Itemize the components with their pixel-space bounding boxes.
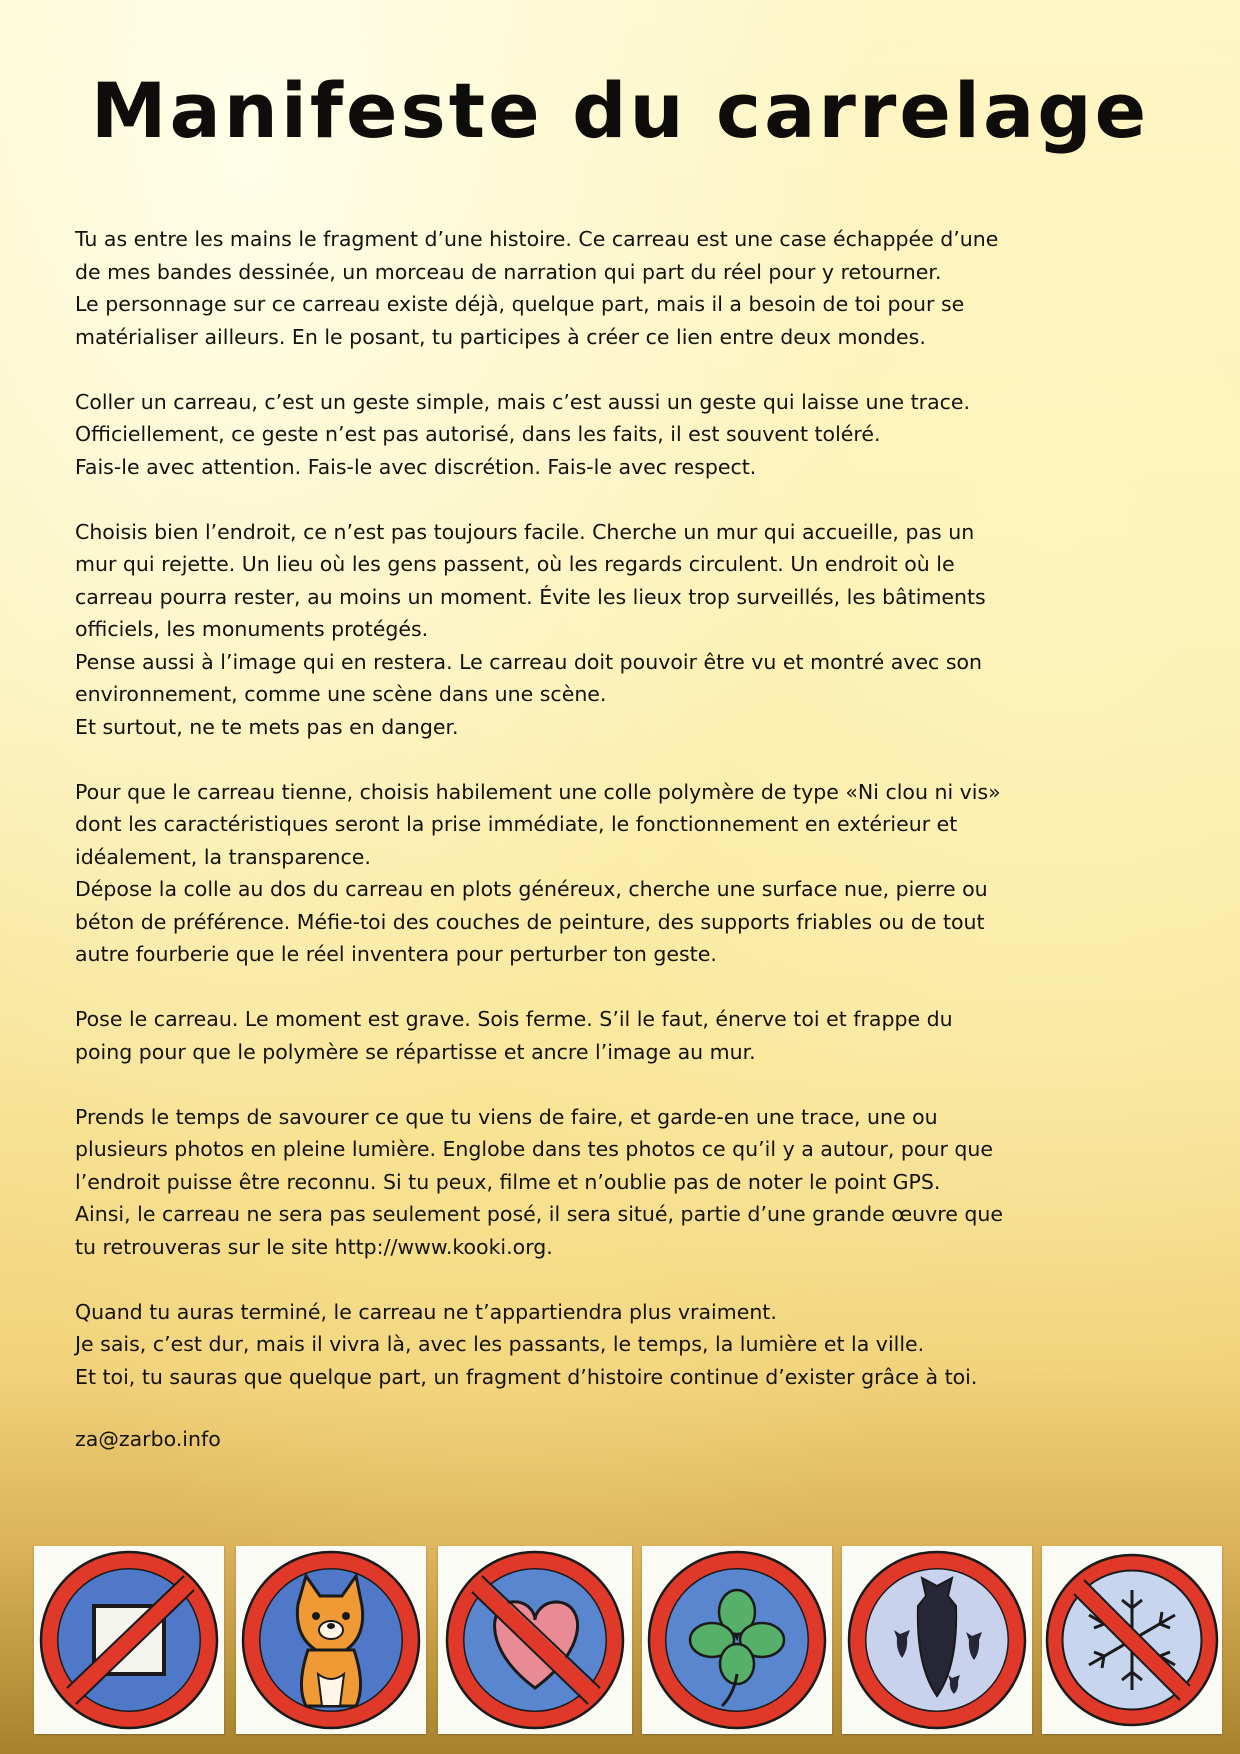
text-line: environnement, comme une scène dans une scène. (75, 682, 607, 706)
text-line: l’endroit puisse être reconnu. Si tu peux, filme et n’oublie pas de noter le point GPS. (75, 1169, 941, 1194)
text-line: Coller un carreau, c’est un geste simple, mais c’est aussi un geste qui laisse une trace. (75, 389, 971, 414)
text-line: Choisis bien l’endroit, ce n’est pas toujours facile. Cherche un mur qui accueille, pas un (75, 519, 975, 544)
manifesto-paragraph (75, 1003, 1175, 1068)
text-line: Pour que le carreau tienne, choisis habilement une colle polymère de type «Ni clou ni vis» (75, 779, 1001, 804)
manifesto-paragraph (75, 776, 1175, 971)
text-line: Et toi, tu sauras que quelque part, un fragment d’histoire continue d’exister grâce à toi. (75, 1364, 978, 1389)
clover-icon (642, 1546, 832, 1734)
manifesto-paragraph (75, 516, 1175, 744)
tile-bombs (842, 1546, 1032, 1734)
contact-email: za@zarbo.info (75, 1427, 221, 1451)
tile-snowflake-prohibited (1042, 1546, 1222, 1734)
tile-clover (642, 1546, 832, 1734)
text-line: Pose le carreau. Le moment est grave. Sois ferme. S’il le faut, énerve toi et frappe du (75, 1007, 953, 1031)
text-line: Fais-le avec attention. Fais-le avec discrétion. Fais-le avec respect. (75, 454, 757, 479)
text-line: dont les caractéristiques seront la prise immédiate, le fonctionnement en extérieur et (75, 812, 958, 836)
text-line: de mes bandes dessinée, un morceau de narration qui part du réel pour y retourner. (75, 259, 942, 284)
manifesto-paragraph (75, 1296, 1175, 1394)
manifesto-paragraph (75, 1101, 1175, 1264)
text-line: Officiellement, ce geste n’est pas autorisé, dans les faits, il est souvent toléré. (75, 422, 881, 446)
tile-strip (0, 1540, 1240, 1740)
bombs-icon (842, 1546, 1032, 1734)
text-line: idéalement, la transparence. (75, 844, 371, 869)
text-line: matérialiser ailleurs. En le posant, tu participes à créer ce lien entre deux mondes. (75, 324, 926, 349)
text-line: tu retrouveras sur le site http://www.kooki.org. (75, 1234, 553, 1259)
text-line: autre fourberie que le réel inventera pour perturber ton geste. (75, 942, 717, 966)
text-line: Ainsi, le carreau ne sera pas seulement posé, il sera situé, partie d’une grande œuvre que (75, 1202, 1004, 1226)
square-prohibited-icon (34, 1546, 224, 1734)
text-line: carreau pourra rester, au moins un moment. Évite les lieux trop surveillés, les bâtiments (75, 584, 986, 609)
text-line: Dépose la colle au dos du carreau en plots généreux, cherche une surface nue, pierre ou (75, 877, 988, 901)
text-line: Je sais, c’est dur, mais il vivra là, avec les passants, le temps, la lumière et la ville. (75, 1332, 925, 1356)
tile-square-prohibited (34, 1546, 224, 1734)
text-line: poing pour que le polymère se répartisse et ancre l’image au mur. (75, 1039, 756, 1064)
snowflake-prohibited-icon (1042, 1546, 1222, 1734)
manifesto-paragraph (75, 223, 1175, 353)
text-line: Quand tu auras terminé, le carreau ne t’appartiendra plus vraiment. (75, 1299, 777, 1324)
manifesto-paragraph (75, 386, 1175, 484)
text-line: Pense aussi à l’image qui en restera. Le carreau doit pouvoir être vu et montré avec son (75, 649, 983, 674)
text-line: plusieurs photos en pleine lumière. Englobe dans tes photos ce qu’il y a autour, pour que (75, 1137, 994, 1161)
text-line: Le personnage sur ce carreau existe déjà, quelque part, mais il a besoin de toi pour se (75, 292, 965, 316)
text-line: Tu as entre les mains le fragment d’une histoire. Ce carreau est une case échappée d’une (75, 227, 999, 251)
heart-prohibited-icon (438, 1546, 632, 1734)
text-line: béton de préférence. Méfie-toi des couches de peinture, des supports friables ou de tout (75, 909, 985, 934)
text-line: Et surtout, ne te mets pas en danger. (75, 714, 459, 739)
text-line: Prends le temps de savourer ce que tu viens de faire, et garde-en une trace, une ou (75, 1104, 938, 1129)
tile-heart-prohibited (438, 1546, 632, 1734)
text-line: mur qui rejette. Un lieu où les gens passent, où les regards circulent. Un endroit où le (75, 552, 955, 576)
page-title: Manifeste du carrelage (90, 66, 1150, 155)
text-line: officiels, les monuments protégés. (75, 617, 429, 641)
manifesto-body (75, 223, 1175, 1426)
cat-icon (236, 1546, 426, 1734)
tile-cat (236, 1546, 426, 1734)
